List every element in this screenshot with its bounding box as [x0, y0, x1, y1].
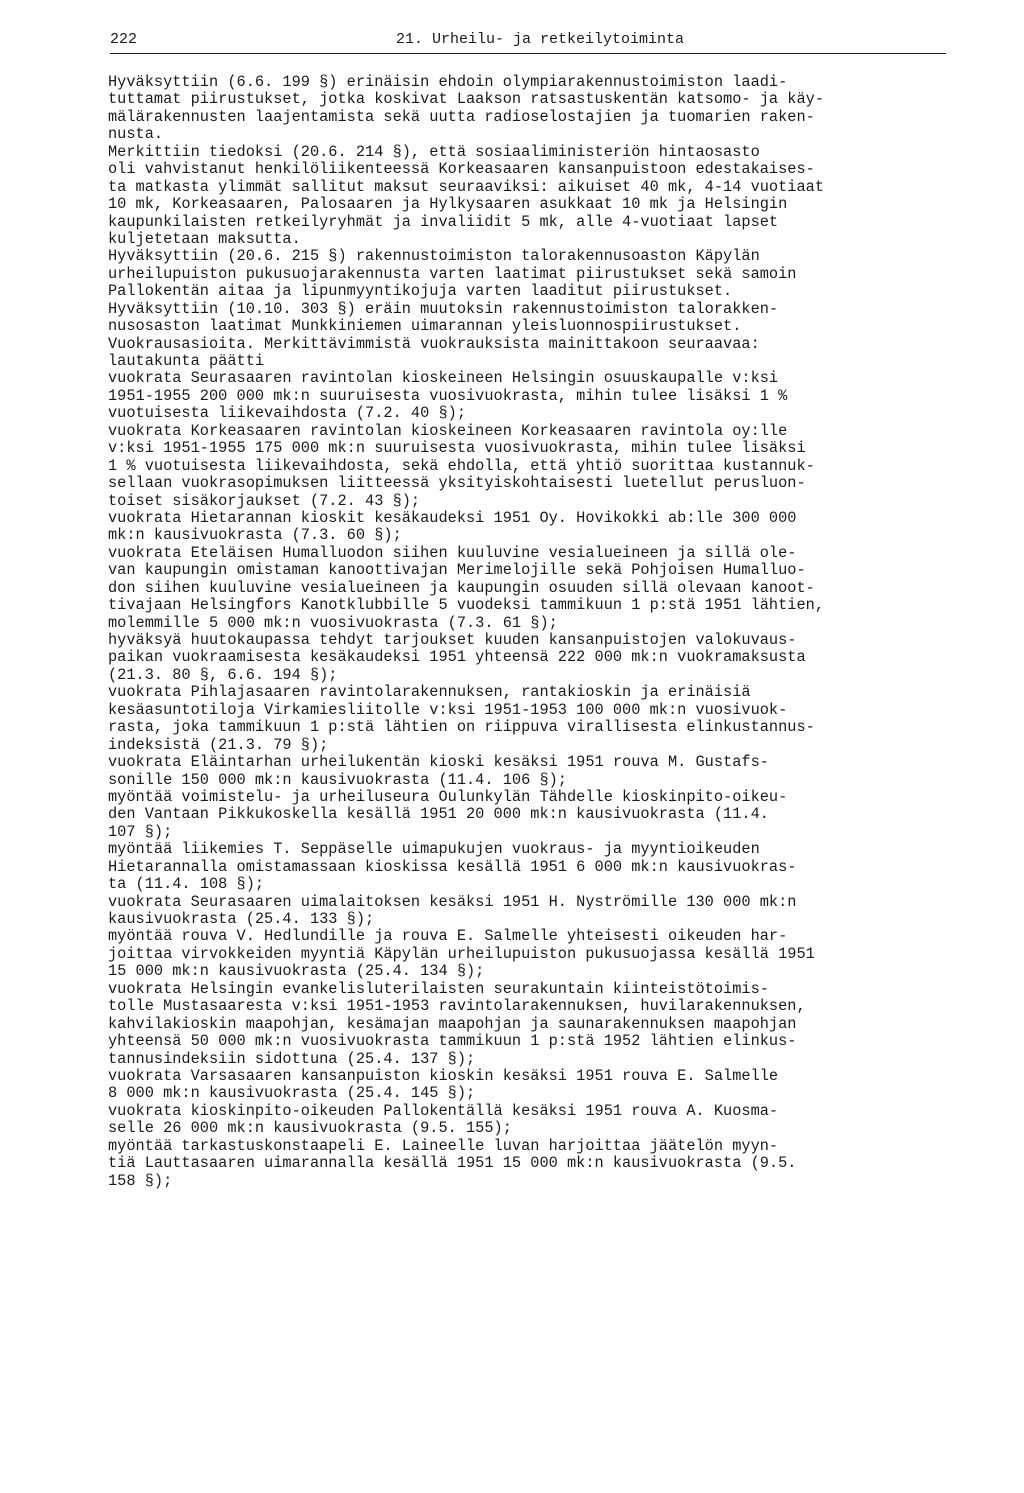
text-line: ta matkasta ylimmät sallitut maksut seuraaviksi: aikuiset 40 mk, 4-14 vuotiaat — [108, 177, 825, 196]
text-line: oli vahvistanut henkilöliikenteessä Korkeasaaren kansanpuistoon edestakaises- — [108, 160, 815, 179]
text-line: don siihen kuuluvine vesialueineen ja kaupungin osuuden sillä olevaan kanoot- — [108, 578, 815, 597]
text-line: mk:n kausivuokrasta (7.3. 60 §); — [108, 526, 402, 545]
text-line: kesäasuntotiloja Virkamiesliitolle v:ksi 1951-1953 100 000 mk:n vuosivuok- — [108, 700, 788, 719]
text-line: sonille 150 000 mk:n kausivuokrasta (11.4. 106 §); — [108, 770, 567, 789]
page-header — [110, 28, 946, 52]
text-line: vuokrata Seurasaaren ravintolan kioskeineen Helsingin osuuskaupalle v:ksi — [108, 369, 779, 388]
body-text — [108, 74, 968, 1190]
text-line: molemmille 5 000 mk:n vuosivuokrasta (7.3. 61 §); — [108, 613, 558, 632]
text-line: nusosaston laatimat Munkkiniemen uimarannan yleisluonnospiirustukset. — [108, 317, 742, 336]
text-line: 10 mk, Korkeasaaren, Palosaaren ja Hylkysaaren asukkaat 10 mk ja Helsingin — [108, 195, 788, 214]
text-line: kausivuokrasta (25.4. 133 §); — [108, 910, 375, 928]
text-line: tivajaan Helsingfors Kanotklubbille 5 vuodeksi tammikuun 1 p:stä 1951 lähtien, — [108, 596, 825, 615]
text-line: kaupunkilaisten retkeilyryhmät ja invaliidit 5 mk, alle 4-vuotiaat lapset — [108, 212, 779, 231]
text-line: rasta, joka tammikuun 1 p:stä lähtien on riippuva virallisesta elinkustannus- — [108, 718, 815, 737]
text-line: lautakunta päätti — [108, 352, 265, 370]
text-line: 1 % vuotuisesta liikevaihdosta, sekä ehdolla, että yhtiö suorittaa kustannuk- — [108, 456, 815, 475]
text-line: Merkittiin tiedoksi (20.6. 214 §), että sosiaaliministeriön hintaosasto — [108, 142, 760, 161]
text-line: Hyväksyttiin (6.6. 199 §) erinäisin ehdoin olympiarakennustoimiston laadi- — [108, 73, 788, 91]
text-line: ta (11.4. 108 §); — [108, 875, 265, 894]
text-line: Pallokentän aitaa ja lipunmyyntikojuja varten laaditut piirustukset. — [108, 282, 733, 301]
text-line: vuotuisesta liikevaihdosta (7.2. 40 §); — [108, 404, 467, 423]
text-line: selle 26 000 mk:n kausivuokrasta (9.5. 155); — [108, 1119, 512, 1138]
text-line: indeksistä (21.3. 79 §); — [108, 735, 329, 754]
text-line: 158 §); — [108, 1171, 173, 1190]
text-line: Hyväksyttiin (20.6. 215 §) rakennustoimiston talorakennusoaston Käpylän — [108, 247, 760, 266]
text-line: tannusindeksiin sidottuna (25.4. 137 §); — [108, 1049, 476, 1068]
text-line: vuokrata Eteläisen Humalluodon siihen kuuluvine vesialueineen ja sillä ole- — [108, 543, 797, 562]
text-line: nusta. — [108, 125, 164, 144]
header-rule — [110, 53, 946, 54]
text-line: Hyväksyttiin (10.10. 303 §) eräin muutoksin rakennustoimiston talorakken- — [108, 299, 779, 318]
text-line: kuljetetaan maksutta. — [108, 229, 301, 248]
text-line: (21.3. 80 §, 6.6. 194 §); — [108, 665, 338, 684]
text-line: kahvilakioskin maapohjan, kesämajan maapohjan ja saunarakennuksen maapohjan — [108, 1014, 797, 1033]
text-line: vuokrata Helsingin evankelisluterilaisten seurakuntain kiinteistötoimis- — [108, 979, 769, 998]
text-line: 107 §); — [108, 822, 173, 841]
text-line: tiä Lauttasaaren uimarannalla kesällä 1951 15 000 mk:n kausivuokrasta (9.5. — [108, 1154, 797, 1173]
text-line: den Vantaan Pikkukoskella kesällä 1951 20 000 mk:n kausivuokrasta (11.4. — [108, 805, 769, 824]
text-line: urheilupuiston pukusuojarakennusta varten laatimat piirustukset sekä samoin — [108, 264, 797, 283]
text-line: toiset sisäkorjaukset (7.2. 43 §); — [108, 491, 421, 510]
text-line: vuokrata Seurasaaren uimalaitoksen kesäksi 1951 H. Nyströmille 130 000 mk:n — [108, 892, 797, 911]
text-line: vuokrata Eläintarhan urheilukentän kioski kesäksi 1951 rouva M. Gustafs- — [108, 753, 769, 772]
text-line: 1951-1955 200 000 mk:n suuruisesta vuosivuokrasta, mihin tulee lisäksi 1 % — [108, 386, 788, 405]
text-line: 15 000 mk:n kausivuokrasta (25.4. 134 §); — [108, 962, 485, 981]
running-title: 21. Urheilu- ja retkeilytoiminta — [396, 31, 685, 48]
text-line: joittaa virvokkeiden myyntiä Käpylän urheilupuiston pukusuojassa kesällä 1951 — [108, 944, 815, 963]
text-line: myöntää tarkastuskonstaapeli E. Laineelle luvan harjoittaa jäätelön myyn- — [108, 1136, 779, 1155]
text-line: myöntää rouva V. Hedlundille ja rouva E. Salmelle yhteisesti oikeuden har- — [108, 927, 788, 946]
text-line: vuokrata Korkeasaaren ravintolan kioskeineen Korkeasaaren ravintola oy:lle — [108, 421, 788, 440]
text-line: vuokrata Pihlajasaaren ravintolarakennuksen, rantakioskin ja erinäisiä — [108, 683, 751, 702]
text-line: Hietarannalla omistamassaan kioskissa kesällä 1951 6 000 mk:n kausivuokras- — [108, 857, 797, 876]
text-line: Vuokrausasioita. Merkittävimmistä vuokrauksista mainittakoon seuraavaa: — [108, 334, 760, 353]
text-line: hyväksyä huutokaupassa tehdyt tarjoukset kuuden kansanpuistojen valokuvaus- — [108, 631, 797, 649]
text-line: vuokrata Varsasaaren kansanpuiston kioskin kesäksi 1951 rouva E. Salmelle — [108, 1066, 779, 1085]
text-line: tolle Mustasaaresta v:ksi 1951-1953 ravintolarakennuksen, huvilarakennuksen, — [108, 997, 806, 1016]
text-line: paikan vuokraamisesta kesäkaudeksi 1951 yhteensä 222 000 mk:n vuokramaksusta — [108, 648, 806, 667]
text-line: sellaan vuokrasopimuksen liitteessä yksityiskohtaisesti luetellut perusluon- — [108, 474, 806, 493]
text-line: 8 000 mk:n kausivuokrasta (25.4. 145 §); — [108, 1084, 476, 1103]
text-line: van kaupungin omistaman kanoottivajan Merimelojille sekä Pohjoisen Humalluo- — [108, 561, 806, 580]
text-line: tuttamat piirustukset, jotka koskivat Laakson ratsastuskentän katsomo- ja käy- — [108, 90, 825, 109]
text-line: vuokrata kioskinpito-oikeuden Pallokentällä kesäksi 1951 rouva A. Kuosma- — [108, 1101, 779, 1120]
page-number: 222 — [110, 31, 138, 48]
text-line: v:ksi 1951-1955 175 000 mk:n suuruisesta vuosivuokrasta, mihin tulee lisäksi — [108, 439, 806, 458]
text-line: myöntää voimistelu- ja urheiluseura Oulunkylän Tähdelle kioskinpito-oikeu- — [108, 787, 788, 806]
text-line: yhteensä 50 000 mk:n vuosivuokrasta tammikuun 1 p:stä 1952 lähtien elinkus- — [108, 1032, 797, 1051]
text-line: vuokrata Hietarannan kioskit kesäkaudeksi 1951 Oy. Hovikokki ab:lle 300 000 — [108, 508, 797, 527]
text-line: myöntää liikemies T. Seppäselle uimapukujen vuokraus- ja myyntioikeuden — [108, 840, 760, 859]
text-line: mälärakennusten laajentamista sekä uutta radioselostajien ja tuomarien raken- — [108, 107, 815, 126]
